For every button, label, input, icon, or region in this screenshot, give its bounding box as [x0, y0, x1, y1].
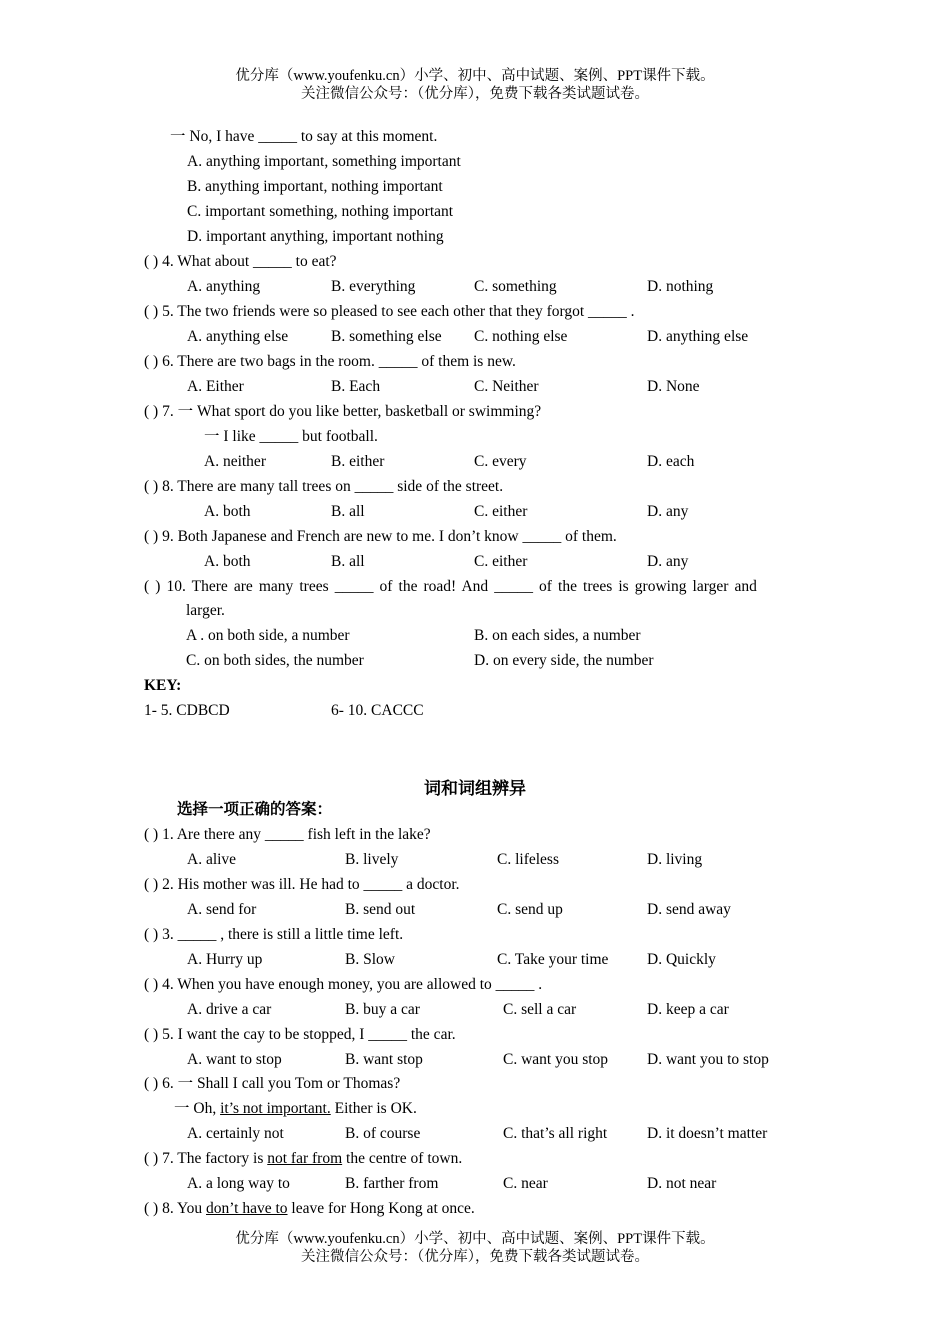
key-1-5: 1- 5. CDBCD [144, 702, 230, 719]
p1-q10-opt-d: D. on every side, the number [474, 652, 654, 669]
p2-q5-stem: ( ) 5. I want the cay to be stopped, I _____ the car. [144, 1026, 456, 1043]
q3-option-a: A. anything important, something important [187, 153, 461, 170]
p1-q9-opt-c: C. either [474, 553, 528, 570]
p1-q5-opt-b: B. something else [331, 328, 442, 345]
p2-q6-stem2-pre: 一 Oh, [174, 1100, 221, 1117]
p1-q5-opt-c: C. nothing else [474, 328, 568, 345]
p1-q7-opt-b: B. either [331, 453, 385, 470]
p2-q3-stem: ( ) 3. _____ , there is still a little time left. [144, 926, 404, 943]
p1-q7-opt-c: C. every [474, 453, 527, 470]
p2-q8-underlined-phrase: don’t have to [206, 1200, 288, 1217]
p1-q6-opt-d: D. None [647, 378, 700, 395]
p1-q5-stem: ( ) 5. The two friends were so pleased to see each other that they forgot _____ . [144, 303, 635, 320]
p1-q10-opt-a: A . on both side, a number [186, 627, 350, 644]
p2-q2-opt-a: A. send for [187, 901, 257, 918]
p2-q1-opt-d: D. living [647, 851, 703, 868]
p2-q4-opt-a: A. drive a car [187, 1001, 272, 1018]
p2-q3-opt-c: C. Take your time [497, 951, 609, 968]
p2-q6-opt-c: C. that’s all right [503, 1125, 608, 1142]
p2-q4-opt-d: D. keep a car [647, 1001, 729, 1018]
p1-q6-stem: ( ) 6. There are two bags in the room. _____ of them is new. [144, 353, 516, 370]
p1-q9-opt-d: D. any [647, 553, 689, 570]
p1-q4-opt-b: B. everything [331, 278, 416, 295]
p1-q9-stem: ( ) 9. Both Japanese and French are new to me. I don’t know _____ of them. [144, 528, 617, 545]
p2-q3-opt-d: D. Quickly [647, 951, 716, 968]
p2-q4-opt-b: B. buy a car [345, 1001, 420, 1018]
p2-q6-stem2 [174, 1099, 417, 1119]
q3-option-b: B. anything important, nothing important [187, 178, 443, 195]
p1-q8-stem: ( ) 8. There are many tall trees on _____ side of the street. [144, 478, 504, 495]
p2-q7-stem-pre: ( ) 7. The factory is [144, 1150, 268, 1167]
p1-q4-stem: ( ) 4. What about _____ to eat? [144, 253, 337, 270]
p1-q4-opt-d: D. nothing [647, 278, 714, 295]
footer-line-2: 关注微信公众号：（优分库），免费下载各类试题试卷。 [301, 1249, 649, 1265]
footer-line-1: 优分库（www.youfenku.cn）小学、初中、高中试题、案例、PPT课件下载。 [235, 1231, 715, 1247]
p1-q8-opt-d: D. any [647, 503, 689, 520]
p2-q7-stem-post: the centre of town. [342, 1150, 463, 1167]
p2-q7-opt-b: B. farther from [345, 1175, 439, 1192]
p1-q6-opt-b: B. Each [331, 378, 381, 395]
p2-q5-opt-c: C. want you stop [503, 1051, 609, 1068]
p1-q8-opt-b: B. all [331, 503, 365, 520]
p2-q6-opt-d: D. it doesn’t matter [647, 1125, 768, 1142]
q3-answer-line: 一 No, I have _____ to say at this moment. [170, 128, 438, 145]
p2-q6-stem: ( ) 6. 一 Shall I call you Tom or Thomas? [144, 1075, 401, 1092]
p2-q6-stem2-post: Either is OK. [330, 1100, 417, 1117]
p2-q7-underlined-phrase: not far from [267, 1150, 343, 1167]
p2-q2-opt-d: D. send away [647, 901, 731, 918]
section-title: 词和词组辨异 [424, 779, 526, 798]
p1-q10-stem2: larger. [186, 602, 225, 619]
p1-q10-opt-b: B. on each sides, a number [474, 627, 641, 644]
p2-q5-opt-b: B. want stop [345, 1051, 423, 1068]
p1-q4-opt-c: C. something [474, 278, 557, 295]
p2-q5-opt-a: A. want to stop [187, 1051, 282, 1068]
p1-q6-opt-c: C. Neither [474, 378, 539, 395]
p1-q10-stem: ( ) 10. There are many trees _____ of the road! And _____ of the trees is growing larger and [144, 578, 757, 595]
p1-q7-stem: ( ) 7. 一 What sport do you like better, basketball or swimming? [144, 403, 542, 420]
p1-q5-opt-a: A. anything else [187, 328, 289, 345]
p2-q7-opt-a: A. a long way to [187, 1175, 290, 1192]
p2-q6-opt-b: B. of course [345, 1125, 421, 1142]
p2-q3-opt-a: A. Hurry up [187, 951, 263, 968]
p1-q8-opt-c: C. either [474, 503, 528, 520]
p2-q3-opt-b: B. Slow [345, 951, 395, 968]
header-line-1: 优分库（www.youfenku.cn）小学、初中、高中试题、案例、PPT课件下载。 [235, 68, 715, 84]
p2-q4-stem: ( ) 4. When you have enough money, you are allowed to _____ . [144, 976, 543, 993]
p2-q6-underlined-phrase: it’s not important. [220, 1100, 331, 1117]
p2-q7-opt-c: C. near [503, 1175, 548, 1192]
p1-q9-opt-a: A. both [204, 553, 251, 570]
p1-q7-opt-d: D. each [647, 453, 695, 470]
p1-q5-opt-d: D. anything else [647, 328, 749, 345]
p2-q5-opt-d: D. want you to stop [647, 1051, 769, 1068]
p2-q1-stem: ( ) 1. Are there any _____ fish left in the lake? [144, 826, 431, 843]
p2-q8-stem [144, 1199, 475, 1219]
p1-q8-opt-a: A. both [204, 503, 251, 520]
q3-option-c: C. important something, nothing important [187, 203, 454, 220]
q3-option-d: D. important anything, important nothing [187, 228, 444, 245]
p2-q1-opt-a: A. alive [187, 851, 237, 868]
p1-q7-opt-a: A. neither [204, 453, 266, 470]
p2-q2-opt-b: B. send out [345, 901, 416, 918]
p2-q8-stem-pre: ( ) 8. You [144, 1200, 207, 1217]
p2-q7-opt-d: D. not near [647, 1175, 717, 1192]
p1-q7-stem2: 一 I like _____ but football. [204, 428, 378, 445]
p1-q9-opt-b: B. all [331, 553, 365, 570]
p2-q6-opt-a: A. certainly not [187, 1125, 284, 1142]
p1-q6-opt-a: A. Either [187, 378, 244, 395]
p1-q10-opt-c: C. on both sides, the number [186, 652, 364, 669]
p2-q4-opt-c: C. sell a car [503, 1001, 577, 1018]
p2-q2-stem: ( ) 2. His mother was ill. He had to _____ a doctor. [144, 876, 460, 893]
p2-q2-opt-c: C. send up [497, 901, 563, 918]
p2-q8-stem-post: leave for Hong Kong at once. [287, 1200, 475, 1217]
key-6-10: 6- 10. CACCC [331, 702, 424, 719]
p2-q7-stem [144, 1149, 462, 1169]
p1-q4-opt-a: A. anything [187, 278, 261, 295]
section-instruction: 选择一项正确的答案： [177, 801, 333, 818]
p2-q1-opt-c: C. lifeless [497, 851, 559, 868]
p2-q1-opt-b: B. lively [345, 851, 399, 868]
key-label: KEY: [144, 677, 182, 694]
header-line-2: 关注微信公众号：（优分库），免费下载各类试题试卷。 [301, 86, 649, 102]
